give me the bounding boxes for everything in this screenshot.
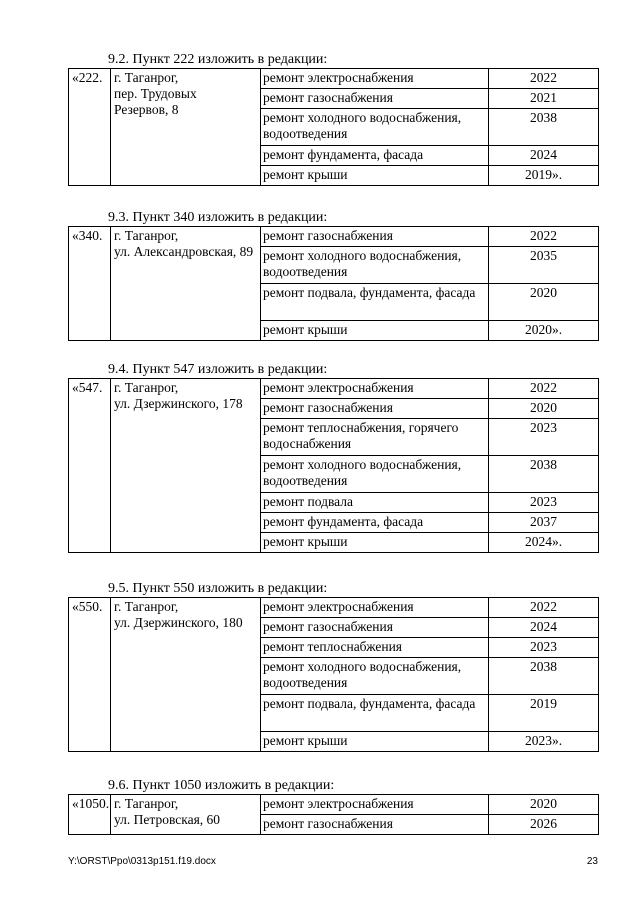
table-row: [69, 795, 599, 815]
works-table: [68, 794, 599, 835]
section-9-3: [68, 210, 598, 341]
item-address: [111, 69, 261, 186]
work-year: 2038: [489, 456, 599, 493]
work-type: ремонт холодного водоснабжения, водоотведения: [261, 109, 489, 146]
work-year: 2038: [489, 658, 599, 695]
work-type: ремонт теплоснабжения: [261, 638, 489, 658]
work-year: 2022: [489, 379, 599, 399]
section-heading: 9.5. Пункт 550 изложить в редакции:: [108, 581, 328, 596]
work-year: 2022: [489, 227, 599, 247]
works-table: [68, 597, 599, 752]
address-line: ул. Дзержинского, 178: [114, 396, 243, 411]
table-row: [69, 598, 599, 618]
item-address: [111, 598, 261, 752]
work-year: 2024: [489, 618, 599, 638]
address-line: г. Таганрог,: [114, 70, 179, 85]
work-year: 2019».: [489, 166, 599, 186]
work-type: ремонт газоснабжения: [261, 89, 489, 109]
work-year: 2023: [489, 638, 599, 658]
work-type: ремонт холодного водоснабжения, водоотведения: [261, 658, 489, 695]
item-number: «547.: [69, 379, 111, 553]
work-type: ремонт теплоснабжения, горячего водоснабжения: [261, 419, 489, 456]
table-row: [69, 69, 599, 89]
work-type: ремонт газоснабжения: [261, 399, 489, 419]
work-year: 2020: [489, 399, 599, 419]
table-row: [69, 227, 599, 247]
work-year: 2020».: [489, 321, 599, 341]
work-type: ремонт подвала, фундамента, фасада: [261, 284, 489, 321]
works-table: [68, 68, 599, 186]
address-line: г. Таганрог,: [114, 380, 179, 395]
work-type: ремонт электроснабжения: [261, 598, 489, 618]
work-year: 2023».: [489, 732, 599, 752]
work-type: ремонт крыши: [261, 166, 489, 186]
address-line: г. Таганрог,: [114, 228, 179, 243]
work-type: ремонт крыши: [261, 533, 489, 553]
footer-file-path: Y:\ORST\Ppo\0313p151.f19.docx: [68, 856, 216, 867]
work-type: ремонт газоснабжения: [261, 227, 489, 247]
work-year: 2038: [489, 109, 599, 146]
work-type: ремонт фундамента, фасада: [261, 513, 489, 533]
item-address: [111, 379, 261, 553]
address-line: ул. Петровская, 60: [114, 812, 221, 827]
address-line: ул. Александровская, 89: [114, 244, 254, 259]
work-year: 2020: [489, 795, 599, 815]
item-number: «222.: [69, 69, 111, 186]
work-year: 2026: [489, 815, 599, 835]
work-year: 2022: [489, 598, 599, 618]
section-9-4: [68, 362, 598, 553]
item-number: «1050.: [69, 795, 111, 835]
work-year: 2023: [489, 493, 599, 513]
work-year: 2024».: [489, 533, 599, 553]
work-type: ремонт холодного водоснабжения, водоотведения: [261, 247, 489, 284]
section-9-2: [68, 52, 598, 186]
address-line: г. Таганрог,: [114, 796, 179, 811]
work-type: ремонт электроснабжения: [261, 795, 489, 815]
work-type: ремонт электроснабжения: [261, 69, 489, 89]
work-type: ремонт крыши: [261, 732, 489, 752]
work-year: 2035: [489, 247, 599, 284]
work-type: ремонт подвала: [261, 493, 489, 513]
footer-page-number: 23: [586, 856, 598, 867]
works-table: [68, 378, 599, 553]
work-year: 2037: [489, 513, 599, 533]
table-row: [69, 379, 599, 399]
work-year: 2022: [489, 69, 599, 89]
work-type: ремонт подвала, фундамента, фасада: [261, 695, 489, 732]
item-address: [111, 227, 261, 341]
work-type: ремонт газоснабжения: [261, 815, 489, 835]
work-year: 2021: [489, 89, 599, 109]
section-heading: 9.2. Пункт 222 изложить в редакции:: [108, 52, 328, 67]
work-year: 2020: [489, 284, 599, 321]
work-type: ремонт холодного водоснабжения, водоотведения: [261, 456, 489, 493]
section-heading: 9.6. Пункт 1050 изложить в редакции:: [108, 778, 335, 793]
item-number: «340.: [69, 227, 111, 341]
item-address: [111, 795, 261, 835]
work-year: 2023: [489, 419, 599, 456]
item-number: «550.: [69, 598, 111, 752]
work-year: 2024: [489, 146, 599, 166]
work-type: ремонт газоснабжения: [261, 618, 489, 638]
address-line: Резервов, 8: [114, 102, 179, 117]
section-9-6: [68, 778, 598, 835]
work-type: ремонт электроснабжения: [261, 379, 489, 399]
section-9-5: [68, 581, 598, 752]
works-table: [68, 226, 599, 341]
work-type: ремонт фундамента, фасада: [261, 146, 489, 166]
work-year: 2019: [489, 695, 599, 732]
work-type: ремонт крыши: [261, 321, 489, 341]
section-heading: 9.4. Пункт 547 изложить в редакции:: [108, 362, 328, 377]
address-line: пер. Трудовых: [114, 86, 197, 101]
section-heading: 9.3. Пункт 340 изложить в редакции:: [108, 210, 328, 225]
address-line: ул. Дзержинского, 180: [114, 615, 243, 630]
address-line: г. Таганрог,: [114, 599, 179, 614]
